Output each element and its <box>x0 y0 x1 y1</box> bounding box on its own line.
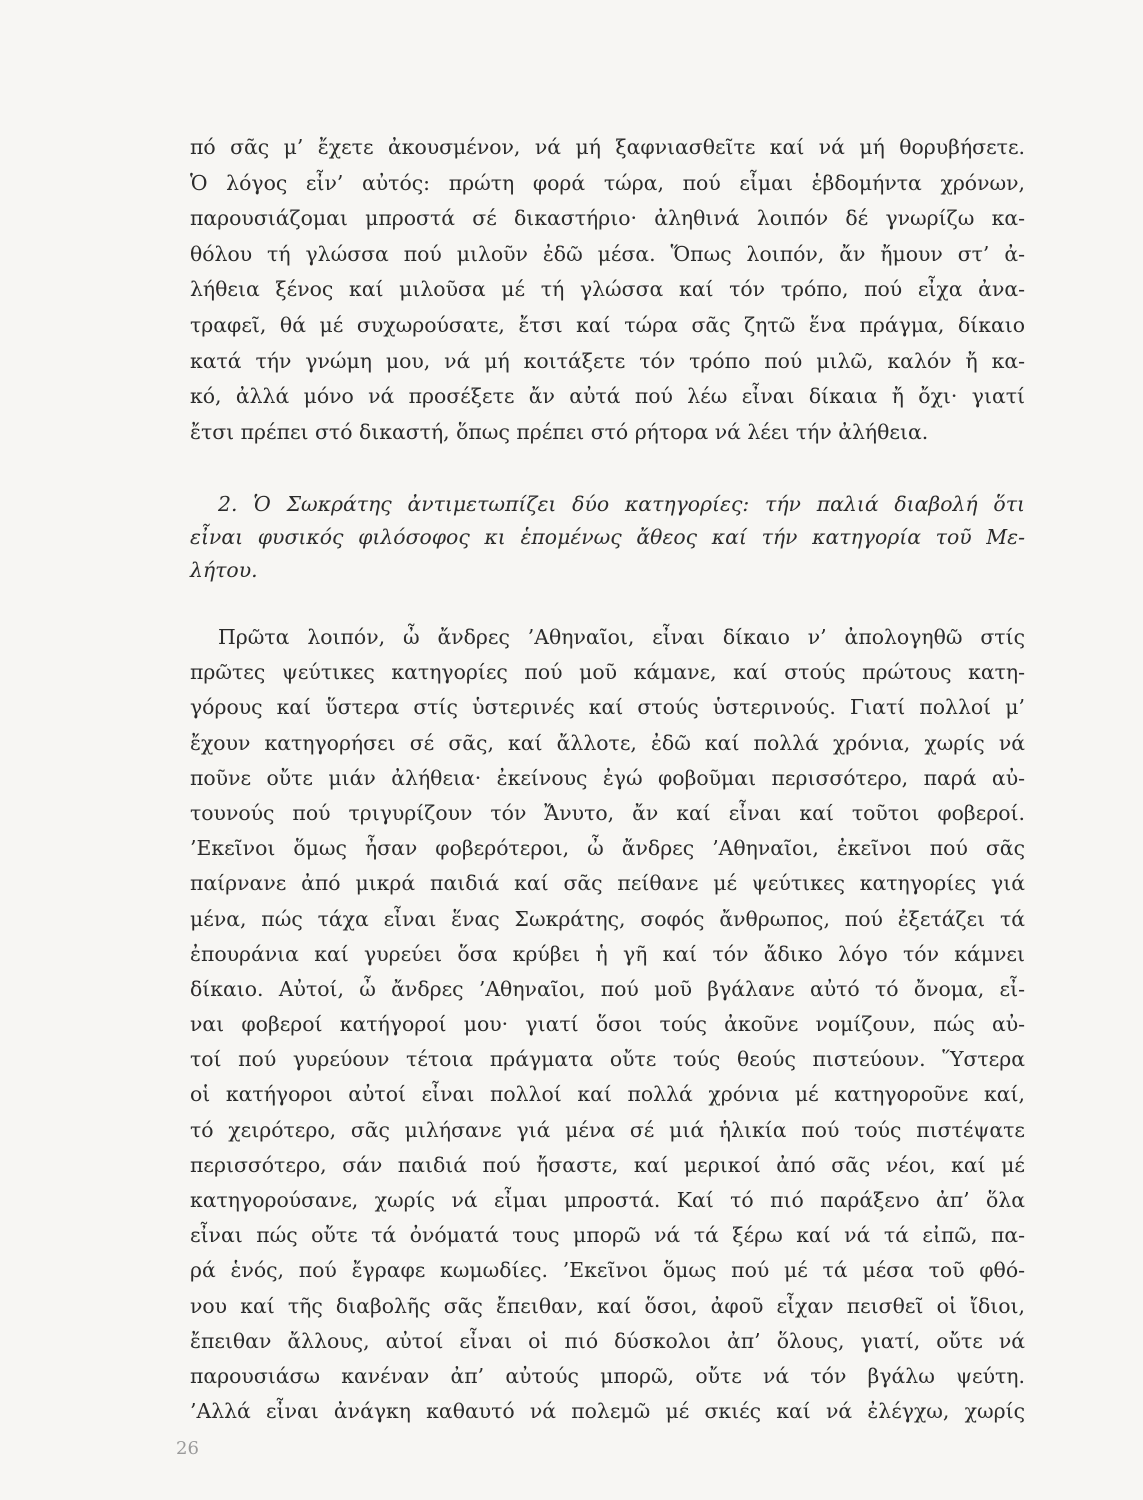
paragraph-1 <box>190 130 1025 450</box>
text-line: πό σᾶς μ’ ἔχετε ἀκουσμένον, νά μή ξαφνιασθεῖτε καί νά μή θορυβήσετε. <box>190 135 1025 159</box>
text-line: κατηγορούσανε, χωρίς νά εἶμαι μπροστά. Καί τό πιό παράξενο ἀπ’ ὅλα <box>190 1188 1025 1212</box>
text-line: ρά ἑνός, πού ἔγραφε κωμωδίες. ’Εκεῖνοι ὅμως πού μέ τά μέσα τοῦ φθό- <box>190 1258 1025 1283</box>
text-line: ’Εκεῖνοι ὅμως ἦσαν φοβερότεροι, ὦ ἄνδρες ’Αθηναῖοι, ἐκεῖνοι πού σᾶς <box>190 836 1025 861</box>
heading-line: 2. Ὁ Σωκράτης ἀντιμετωπίζει δύο κατηγορίες: τήν παλιά διαβολή ὅτι <box>218 492 1025 516</box>
text-line: νου καί τῆς διαβολῆς σᾶς ἔπειθαν, καί ὅσοι, ἀφοῦ εἶχαν πεισθεῖ οἱ ἴδιοι, <box>190 1293 1025 1318</box>
paragraph-2 <box>190 620 1025 1429</box>
text-line: τουνούς πού τριγυρίζουν τόν Ἄνυτο, ἄν καί εἶναι καί τοῦτοι φοβεροί. <box>190 800 1025 825</box>
text-line: θόλου τή γλώσσα πού μιλοῦν ἐδῶ μέσα. Ὅπως λοιπόν, ἄν ἤμουν στ’ ἀ- <box>190 241 1025 266</box>
heading-line: εἶναι φυσικός φιλόσοφος κι ἑπομένως ἄθεος καί τήν κατηγορία τοῦ Με- <box>190 525 1025 549</box>
text-line: ἔπειθαν ἄλλους, αὐτοί εἶναι οἱ πιό δύσκολοι ἀπ’ ὅλους, γιατί, οὔτε νά <box>190 1328 1025 1353</box>
text-line: ἔχουν κατηγορήσει σέ σᾶς, καί ἄλλοτε, ἐδῶ καί πολλά χρόνια, χωρίς νά <box>190 730 1025 755</box>
heading-line: λήτου. <box>190 558 258 582</box>
text-line: παίρνανε ἀπό μικρά παιδιά καί σᾶς πείθανε μέ ψεύτικες κατηγορίες γιά <box>190 871 1025 896</box>
text-line: τραφεῖ, θά μέ συχωρούσατε, ἔτσι καί τώρα σᾶς ζητῶ ἕνα πράγμα, δίκαιο <box>190 312 1025 337</box>
text-line: εἶναι πώς οὔτε τά ὀνόματά τους μπορῶ νά τά ξέρω καί νά τά εἰπῶ, πα- <box>190 1223 1025 1248</box>
text-line: πρῶτες ψεύτικες κατηγορίες πού μοῦ κάμανε, καί στούς πρώτους κατη- <box>190 660 1025 685</box>
text-line: ’Αλλά εἶναι ἀνάγκη καθαυτό νά πολεμῶ μέ σκιές καί νά ἐλέγχω, χωρίς <box>190 1399 1025 1424</box>
section-heading <box>190 488 1025 587</box>
text-line: ἔτσι πρέπει στό δικαστή, ὅπως πρέπει στό ρήτορα νά λέει τήν ἀλήθεια. <box>190 419 929 444</box>
text-line: περισσότερο, σάν παιδιά πού ἤσαστε, καί μερικοί ἀπό σᾶς νέοι, καί μέ <box>190 1152 1025 1177</box>
text-line: κό, ἀλλά μόνο νά προσέξετε ἄν αὐτά πού λέω εἶναι δίκαια ἤ ὄχι· γιατί <box>190 384 1025 409</box>
text-line: γόρους καί ὕστερα στίς ὑστερινές καί στούς ὑστερινούς. Γιατί πολλοί μ’ <box>190 695 1025 720</box>
text-line: λήθεια ξένος καί μιλοῦσα μέ τή γλώσσα καί τόν τρόπο, πού εἶχα ἀνα- <box>190 277 1025 302</box>
text-line: μένα, πώς τάχα εἶναι ἕνας Σωκράτης, σοφός ἄνθρωπος, πού ἐξετάζει τά <box>190 906 1025 931</box>
text-line: δίκαιο. Αὐτοί, ὦ ἄνδρες ’Αθηναῖοι, πού μοῦ βγάλανε αὐτό τό ὄνομα, εἶ- <box>190 976 1025 1001</box>
text-line: οἱ κατήγοροι αὐτοί εἶναι πολλοί καί πολλά χρόνια μέ κατηγοροῦνε καί, <box>190 1082 1025 1107</box>
text-line: ναι φοβεροί κατήγοροί μου· γιατί ὅσοι τούς ἀκοῦνε νομίζουν, πώς αὐ- <box>190 1012 1025 1037</box>
text-line: τοί πού γυρεύουν τέτοια πράγματα οὔτε τούς θεούς πιστεύουν. Ὕστερα <box>190 1047 1025 1072</box>
text-line: τό χειρότερο, σᾶς μιλήσανε γιά μένα σέ μιά ἡλικία πού τούς πιστέψατε <box>190 1117 1025 1142</box>
text-line: ἐπουράνια καί γυρεύει ὅσα κρύβει ἡ γῆ καί τόν ἄδικο λόγο τόν κάμνει <box>190 941 1025 966</box>
text-line: Πρῶτα λοιπόν, ὦ ἄνδρες ’Αθηναῖοι, εἶναι δίκαιο ν’ ἀπολογηθῶ στίς <box>218 625 1025 649</box>
page-number: 26 <box>176 1438 199 1459</box>
text-line: κατά τήν γνώμη μου, νά μή κοιτάξετε τόν τρόπο πού μιλῶ, καλόν ἤ κα- <box>190 348 1025 373</box>
text-line: ποῦνε οὔτε μιάν ἀλήθεια· ἐκείνους ἐγώ φοβοῦμαι περισσότερο, παρά αὐ- <box>190 765 1025 790</box>
text-line: Ὁ λόγος εἶν’ αὐτός: πρώτη φορά τώρα, πού εἶμαι ἑβδομήντα χρόνων, <box>190 170 1025 195</box>
text-line: παρουσιάζομαι μπροστά σέ δικαστήριο· ἀληθινά λοιπόν δέ γνωρίζω κα- <box>190 206 1025 231</box>
text-line: παρουσιάσω κανέναν ἀπ’ αὐτούς μπορῶ, οὔτε νά τόν βγάλω ψεύτη. <box>190 1363 1025 1388</box>
